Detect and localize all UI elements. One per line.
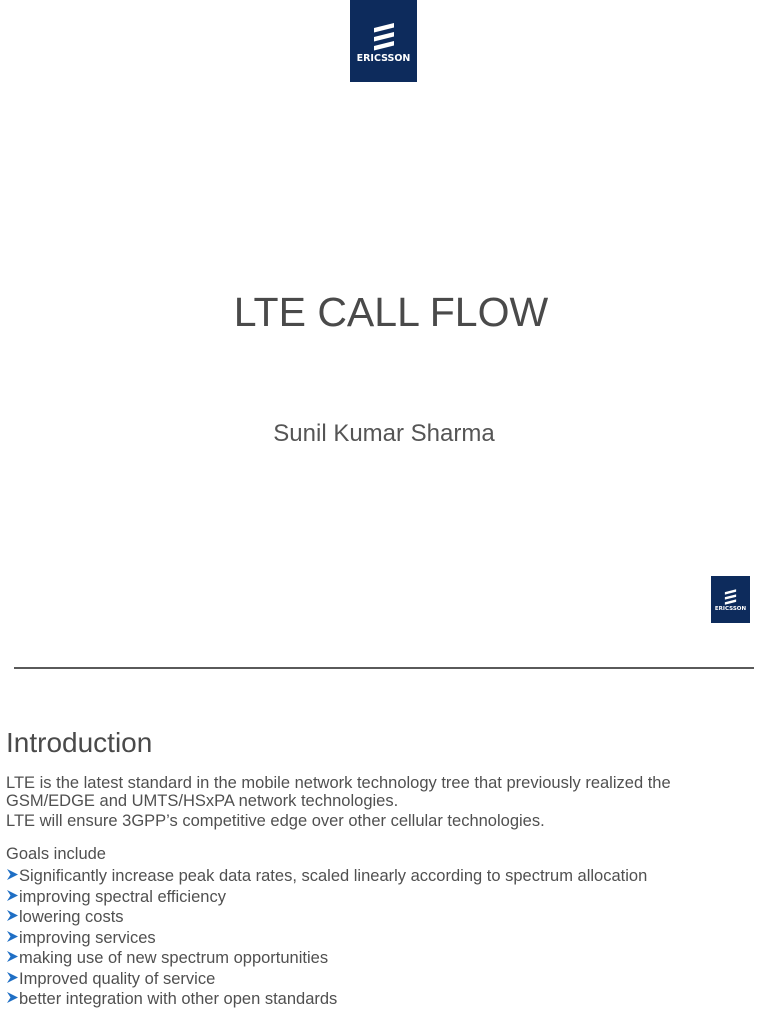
goal-text: lowering costs — [19, 908, 124, 926]
arrow-bullet-icon — [6, 971, 19, 984]
list-item — [6, 907, 746, 928]
section-heading: Introduction — [6, 727, 153, 758]
slide-divider — [14, 667, 754, 669]
arrow-bullet-icon — [6, 909, 19, 922]
list-item — [6, 969, 746, 990]
list-item — [6, 989, 746, 1010]
ericsson-logo-icon — [723, 587, 738, 605]
ericsson-wordmark: ERICSSON — [356, 52, 411, 64]
goal-text: making use of new spectrum opportunities — [19, 949, 329, 967]
ericsson-logo-small — [711, 576, 750, 623]
goal-text: improving spectral efficiency — [19, 887, 226, 906]
goal-text: improving services — [19, 928, 156, 947]
list-item — [6, 948, 746, 969]
intro-body — [6, 775, 746, 1010]
arrow-bullet-icon — [6, 950, 19, 963]
arrow-bullet-icon — [6, 868, 19, 881]
list-item — [6, 887, 746, 908]
intro-paragraph: LTE is the latest standard in the mobile network technology tree that previously realized the GSM/EDGE and UMTS/HSxPA network technologies. — [6, 774, 671, 810]
list-item — [6, 928, 746, 949]
goal-text: Significantly increase peak data rates, scaled linearly according to spectrum allocation — [19, 867, 648, 885]
goal-text: better integration with other open standards — [19, 990, 338, 1008]
ericsson-logo-icon — [371, 19, 397, 51]
goals-label: Goals include — [6, 844, 106, 863]
arrow-bullet-icon — [6, 889, 19, 902]
author-name: Sunil Kumar Sharma — [273, 420, 495, 447]
arrow-bullet-icon — [6, 991, 19, 1004]
ericsson-wordmark: ERICSSON — [714, 605, 747, 612]
list-item — [6, 866, 746, 887]
arrow-bullet-icon — [6, 930, 19, 943]
intro-paragraph: LTE will ensure 3GPP’s competitive edge over other cellular technologies. — [6, 812, 545, 830]
goals-list — [6, 866, 746, 1010]
ericsson-logo — [350, 0, 417, 82]
page-title: LTE CALL FLOW — [233, 289, 549, 335]
goal-text: Improved quality of service — [19, 969, 216, 988]
